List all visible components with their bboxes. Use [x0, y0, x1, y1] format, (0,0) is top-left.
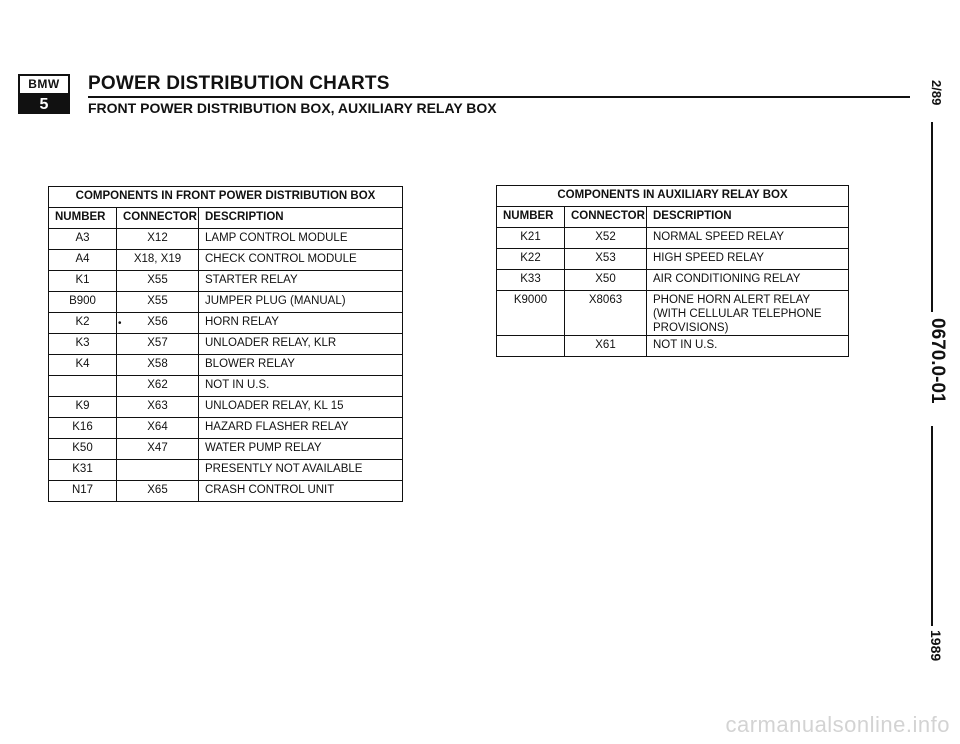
side-margin — [920, 78, 950, 662]
column-header-number: NUMBER — [49, 208, 117, 229]
title-divider — [88, 96, 910, 98]
table-row — [49, 460, 403, 481]
cell-connector: X8063 — [565, 291, 647, 336]
front-power-distribution-table — [48, 186, 403, 502]
cell-number: K50 — [49, 439, 117, 460]
cell-description: CRASH CONTROL UNIT — [199, 481, 403, 502]
table-caption: COMPONENTS IN FRONT POWER DISTRIBUTION BOX — [49, 187, 403, 208]
column-header-connector: CONNECTOR — [565, 207, 647, 228]
cell-connector: X56 — [117, 313, 199, 334]
cell-number: K1 — [49, 271, 117, 292]
cell-description: JUMPER PLUG (MANUAL) — [199, 292, 403, 313]
cell-description: NOT IN U.S. — [647, 336, 849, 357]
cell-description: UNLOADER RELAY, KL 15 — [199, 397, 403, 418]
cell-description: AIR CONDITIONING RELAY — [647, 270, 849, 291]
cell-number: K3 — [49, 334, 117, 355]
table-row — [497, 336, 849, 357]
cell-connector: X64 — [117, 418, 199, 439]
cell-connector: X55 — [117, 292, 199, 313]
cell-description: PHONE HORN ALERT RELAY (WITH CELLULAR TELEPHONE PROVISIONS) — [647, 291, 849, 336]
cell-description: WATER PUMP RELAY — [199, 439, 403, 460]
cell-number: K16 — [49, 418, 117, 439]
cell-connector: X57 — [117, 334, 199, 355]
cell-connector: X47 — [117, 439, 199, 460]
table-row — [49, 481, 403, 502]
cell-number: K9 — [49, 397, 117, 418]
table-row — [49, 355, 403, 376]
logo-series: 5 — [20, 95, 68, 114]
cell-connector: X50 — [565, 270, 647, 291]
table-row — [497, 228, 849, 249]
cell-connector: X65 — [117, 481, 199, 502]
table-row — [497, 249, 849, 270]
cell-number: A4 — [49, 250, 117, 271]
cell-connector: X55 — [117, 271, 199, 292]
side-code: 0670.0-01 — [927, 318, 948, 404]
auxiliary-relay-box-table — [496, 185, 849, 357]
stray-mark: • — [118, 318, 122, 329]
cell-description: CHECK CONTROL MODULE — [199, 250, 403, 271]
cell-connector: X58 — [117, 355, 199, 376]
cell-connector: X53 — [565, 249, 647, 270]
cell-number: N17 — [49, 481, 117, 502]
table-row — [49, 250, 403, 271]
column-header-number: NUMBER — [497, 207, 565, 228]
page-subtitle: FRONT POWER DISTRIBUTION BOX, AUXILIARY RELAY BOX — [88, 100, 497, 116]
watermark: carmanualsonline.info — [725, 712, 950, 737]
cell-description: HORN RELAY — [199, 313, 403, 334]
cell-connector — [117, 460, 199, 481]
table-row — [49, 292, 403, 313]
bmw-5-logo — [18, 74, 70, 114]
table-row — [49, 418, 403, 439]
cell-number: K21 — [497, 228, 565, 249]
cell-description: HAZARD FLASHER RELAY — [199, 418, 403, 439]
table-row — [49, 271, 403, 292]
cell-connector: X63 — [117, 397, 199, 418]
table-row — [49, 313, 403, 334]
cell-number — [49, 376, 117, 397]
cell-description: NOT IN U.S. — [199, 376, 403, 397]
cell-number — [497, 336, 565, 357]
column-header-description: DESCRIPTION — [647, 207, 849, 228]
cell-number: K4 — [49, 355, 117, 376]
table-caption: COMPONENTS IN AUXILIARY RELAY BOX — [497, 186, 849, 207]
cell-description: NORMAL SPEED RELAY — [647, 228, 849, 249]
cell-connector: X52 — [565, 228, 647, 249]
cell-number: K2 — [49, 313, 117, 334]
table-row — [497, 270, 849, 291]
column-header-connector: CONNECTOR — [117, 208, 199, 229]
cell-description: STARTER RELAY — [199, 271, 403, 292]
cell-number: A3 — [49, 229, 117, 250]
cell-number: K22 — [497, 249, 565, 270]
cell-description: PRESENTLY NOT AVAILABLE — [199, 460, 403, 481]
table-row — [49, 439, 403, 460]
logo-brand: BMW — [20, 76, 68, 95]
cell-connector: X18, X19 — [117, 250, 199, 271]
cell-number: K31 — [49, 460, 117, 481]
cell-number: B900 — [49, 292, 117, 313]
table-row — [49, 397, 403, 418]
side-rule — [931, 122, 933, 312]
cell-connector: X12 — [117, 229, 199, 250]
table-row — [497, 291, 849, 336]
cell-connector: X61 — [565, 336, 647, 357]
cell-description: LAMP CONTROL MODULE — [199, 229, 403, 250]
cell-description: BLOWER RELAY — [199, 355, 403, 376]
cell-description: UNLOADER RELAY, KLR — [199, 334, 403, 355]
cell-number: K9000 — [497, 291, 565, 336]
column-header-description: DESCRIPTION — [199, 208, 403, 229]
side-rule — [931, 426, 933, 626]
page-title: POWER DISTRIBUTION CHARTS — [88, 73, 390, 94]
side-year: 1989 — [928, 630, 944, 662]
cell-number: K33 — [497, 270, 565, 291]
side-date: 2/89 — [929, 80, 944, 106]
cell-description: HIGH SPEED RELAY — [647, 249, 849, 270]
cell-connector: X62 — [117, 376, 199, 397]
table-row — [49, 334, 403, 355]
table-row — [49, 376, 403, 397]
table-row — [49, 229, 403, 250]
